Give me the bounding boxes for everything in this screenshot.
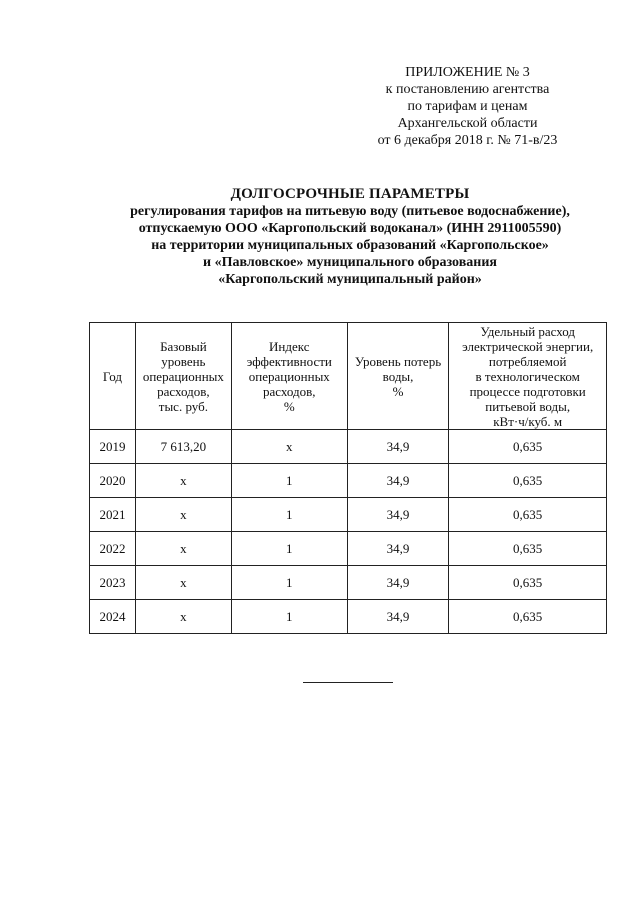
column-header-line: уровень [161,353,206,369]
table-cell: 34,9 [347,464,449,498]
table-cell: 34,9 [347,498,449,532]
table-cell: x [231,430,347,464]
table-cell: 7 613,20 [135,430,231,464]
table-cell: 0,635 [449,464,607,498]
table-cell: 2023 [90,566,136,600]
column-header-line: операционных [142,368,224,384]
appendix-line: ПРИЛОЖЕНИЕ № 3 [405,65,530,80]
table-cell: 34,9 [347,566,449,600]
column-header-line: % [392,383,404,399]
table-cell: x [135,600,231,634]
column-header-line: процессе подготовки [469,383,586,399]
title-line: регулирования тарифов на питьевую воду (питьевое водоснабжение), [130,204,570,219]
title-line: «Каргопольский муниципальный район» [218,272,482,287]
column-header-line: в технологическом [475,368,580,384]
table-cell: 1 [231,600,347,634]
table-cell: x [135,566,231,600]
column-header-line: Индекс [269,338,310,354]
appendix-line: по тарифам и ценам [407,99,528,114]
column-header [90,323,136,430]
column-header-line: воды, [382,368,414,384]
column-header-line: Уровень потерь [354,353,442,369]
column-header [135,323,231,430]
column-header-line: электрической энергии, [462,338,594,354]
parameters-table [89,322,607,634]
table-row [90,498,607,532]
title-main: ДОЛГОСРОЧНЫЕ ПАРАМЕТРЫ [230,186,470,202]
table-cell: 1 [231,464,347,498]
table-cell: 2020 [90,464,136,498]
column-header-line: % [283,398,295,414]
table-cell: 34,9 [347,532,449,566]
table-cell: 0,635 [449,498,607,532]
table-row [90,566,607,600]
column-header-line: потребляемой [488,353,567,369]
column-header-line: кВт·ч/куб. м [493,413,563,429]
document-title [90,186,610,288]
appendix-line: Архангельской области [397,116,538,131]
closing-rule [303,682,393,683]
table-cell: x [135,532,231,566]
appendix-line: от 6 декабря 2018 г. № 71-в/23 [377,133,558,148]
column-header-line: расходов, [263,383,316,399]
title-line: и «Павловское» муниципального образования [203,255,497,270]
table-cell: 1 [231,498,347,532]
table-cell: 0,635 [449,600,607,634]
column-header [347,323,449,430]
table-cell: x [135,498,231,532]
column-header-line: операционных [248,368,330,384]
table-cell: 2021 [90,498,136,532]
title-line: на территории муниципальных образований «Каргопольское» [151,238,549,253]
table-row [90,532,607,566]
column-header-line: Год [102,368,123,384]
table-cell: 2019 [90,430,136,464]
table-body [90,430,607,634]
appendix-line: к постановлению агентства [385,82,550,97]
table-row [90,600,607,634]
table-cell: 1 [231,566,347,600]
table-cell: 1 [231,532,347,566]
table-row [90,430,607,464]
table-header-row [90,323,607,430]
column-header [231,323,347,430]
title-line: отпускаемую ООО «Каргопольский водоканал» (ИНН 2911005590) [138,221,562,236]
table-cell: 2024 [90,600,136,634]
table-cell: 34,9 [347,430,449,464]
table-cell: 34,9 [347,600,449,634]
table-cell: 2022 [90,532,136,566]
column-header-line: Базовый [160,338,207,354]
table-row [90,464,607,498]
column-header-line: тыс. руб. [158,398,208,414]
column-header-line: эффективности [246,353,332,369]
table-cell: 0,635 [449,532,607,566]
table-cell: x [135,464,231,498]
appendix-block [360,64,575,149]
column-header-line: Удельный расход [480,323,576,339]
column-header-line: расходов, [157,383,210,399]
table-cell: 0,635 [449,566,607,600]
column-header [449,323,607,430]
column-header-line: питьевой воды, [485,398,571,414]
table-cell: 0,635 [449,430,607,464]
